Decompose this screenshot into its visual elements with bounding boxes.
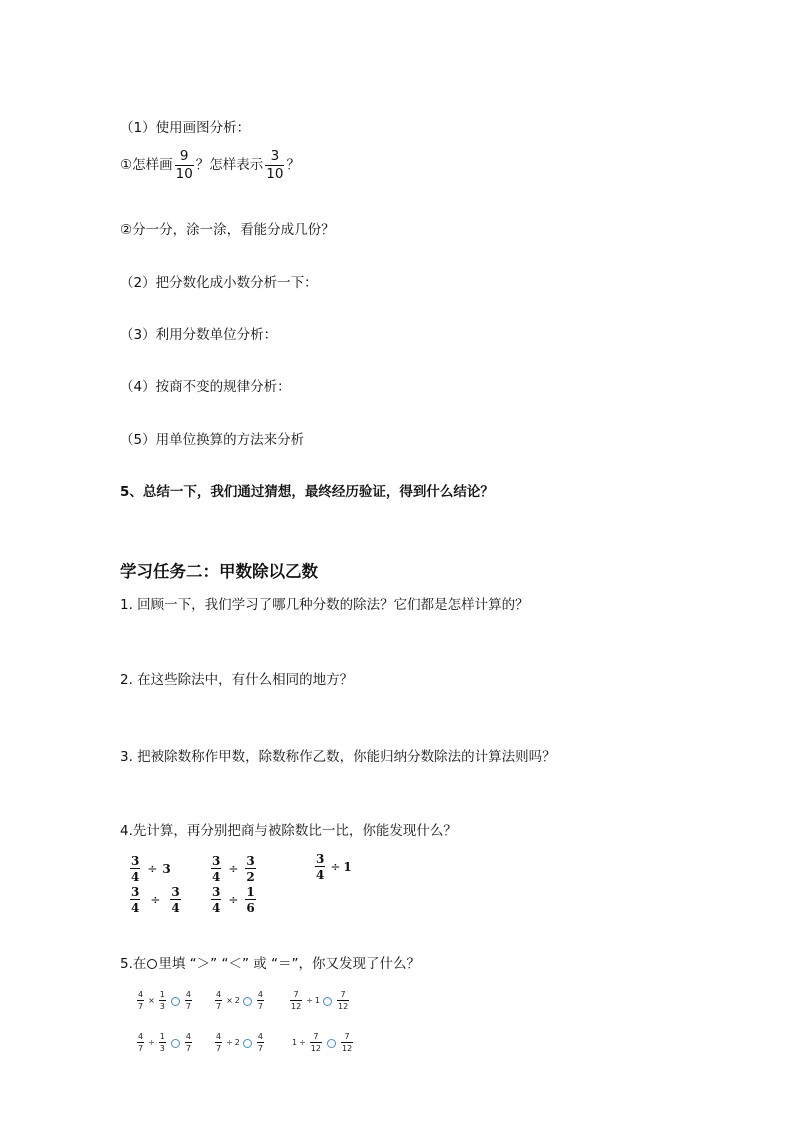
q1-suffix: ？ bbox=[286, 156, 300, 173]
compare-blank-circle[interactable] bbox=[171, 997, 180, 1006]
task2-question-5: 5.在 里填 “＞” “＜” 或 “＝”，你又发现了什么？ bbox=[120, 956, 421, 972]
question-divide-color: ②分一分，涂一涂，看能分成几份？ bbox=[120, 222, 335, 238]
calc-expression-2: $\frac{3}{4}$ ÷ $\frac{3}{2}$ bbox=[212, 854, 255, 884]
calc-expression-4: $\frac{3}{4}$ ÷ $\frac{3}{4}$ bbox=[131, 885, 180, 915]
task2-question-2: 2. 在这些除法中，有什么相同的地方？ bbox=[120, 672, 354, 688]
compare-blank-circle[interactable] bbox=[243, 997, 252, 1006]
compare-expression-1: $\frac{4}{7}$ × $\frac{1}{3}$ $\frac{4}{7}$ bbox=[138, 990, 191, 1011]
compare-blank-circle[interactable] bbox=[171, 1039, 180, 1048]
method-unit-conversion: （5）用单位换算的方法来分析 bbox=[120, 432, 305, 448]
task2-question-3: 3. 把被除数称作甲数，除数称作乙数，你能归纳分数除法的计算法则吗？ bbox=[120, 749, 556, 765]
compare-expression-4: $\frac{4}{7}$ ÷ $\frac{1}{3}$ $\frac{4}{7}$ bbox=[138, 1032, 191, 1053]
q1-middle: ？怎样表示 bbox=[195, 156, 264, 173]
task2-question-4: 4.先计算，再分别把商与被除数比一比，你能发现什么？ bbox=[120, 823, 457, 839]
compare-expression-2: $\frac{4}{7}$ × 2 $\frac{4}{7}$ bbox=[216, 990, 263, 1011]
blank-circle-icon bbox=[147, 959, 157, 969]
compare-blank-circle[interactable] bbox=[243, 1039, 252, 1048]
compare-expression-5: $\frac{4}{7}$ ÷ 2 $\frac{4}{7}$ bbox=[216, 1032, 263, 1053]
fraction-9-10: $\frac{9}{10}$ bbox=[175, 148, 193, 182]
method-draw: （1）使用画图分析： bbox=[120, 120, 251, 136]
compare-blank-circle[interactable] bbox=[323, 997, 332, 1006]
calc-expression-3: $\frac{3}{4}$ ÷ 1 bbox=[316, 852, 352, 882]
task2-heading: 学习任务二：甲数除以乙数 bbox=[120, 562, 318, 581]
calc-expression-5: $\frac{3}{4}$ ÷ $\frac{1}{6}$ bbox=[212, 885, 255, 915]
compare-expression-6: 1 ÷ $\frac{7}{12}$ $\frac{7}{12}$ bbox=[292, 1032, 353, 1053]
task2-question-1: 1. 回顾一下，我们学习了哪几种分数的除法？它们都是怎样计算的？ bbox=[120, 597, 529, 613]
calc-expression-1: $\frac{3}{4}$ ÷ 3 bbox=[131, 854, 171, 884]
compare-expression-3: $\frac{7}{12}$ ÷ 1 $\frac{7}{12}$ bbox=[291, 990, 349, 1011]
method-fraction-unit: （3）利用分数单位分析： bbox=[120, 327, 278, 343]
method-quotient-rule: （4）按商不变的规律分析： bbox=[120, 379, 291, 395]
summary-question: 5、总结一下，我们通过猜想，最终经历验证，得到什么结论？ bbox=[120, 484, 494, 500]
method-decimal: （2）把分数化成小数分析一下： bbox=[120, 275, 318, 291]
q1-prefix: ①怎样画 bbox=[120, 156, 173, 173]
fraction-3-10: $\frac{3}{10}$ bbox=[266, 148, 284, 182]
compare-blank-circle[interactable] bbox=[327, 1039, 336, 1048]
question-draw-fractions bbox=[120, 150, 300, 181]
